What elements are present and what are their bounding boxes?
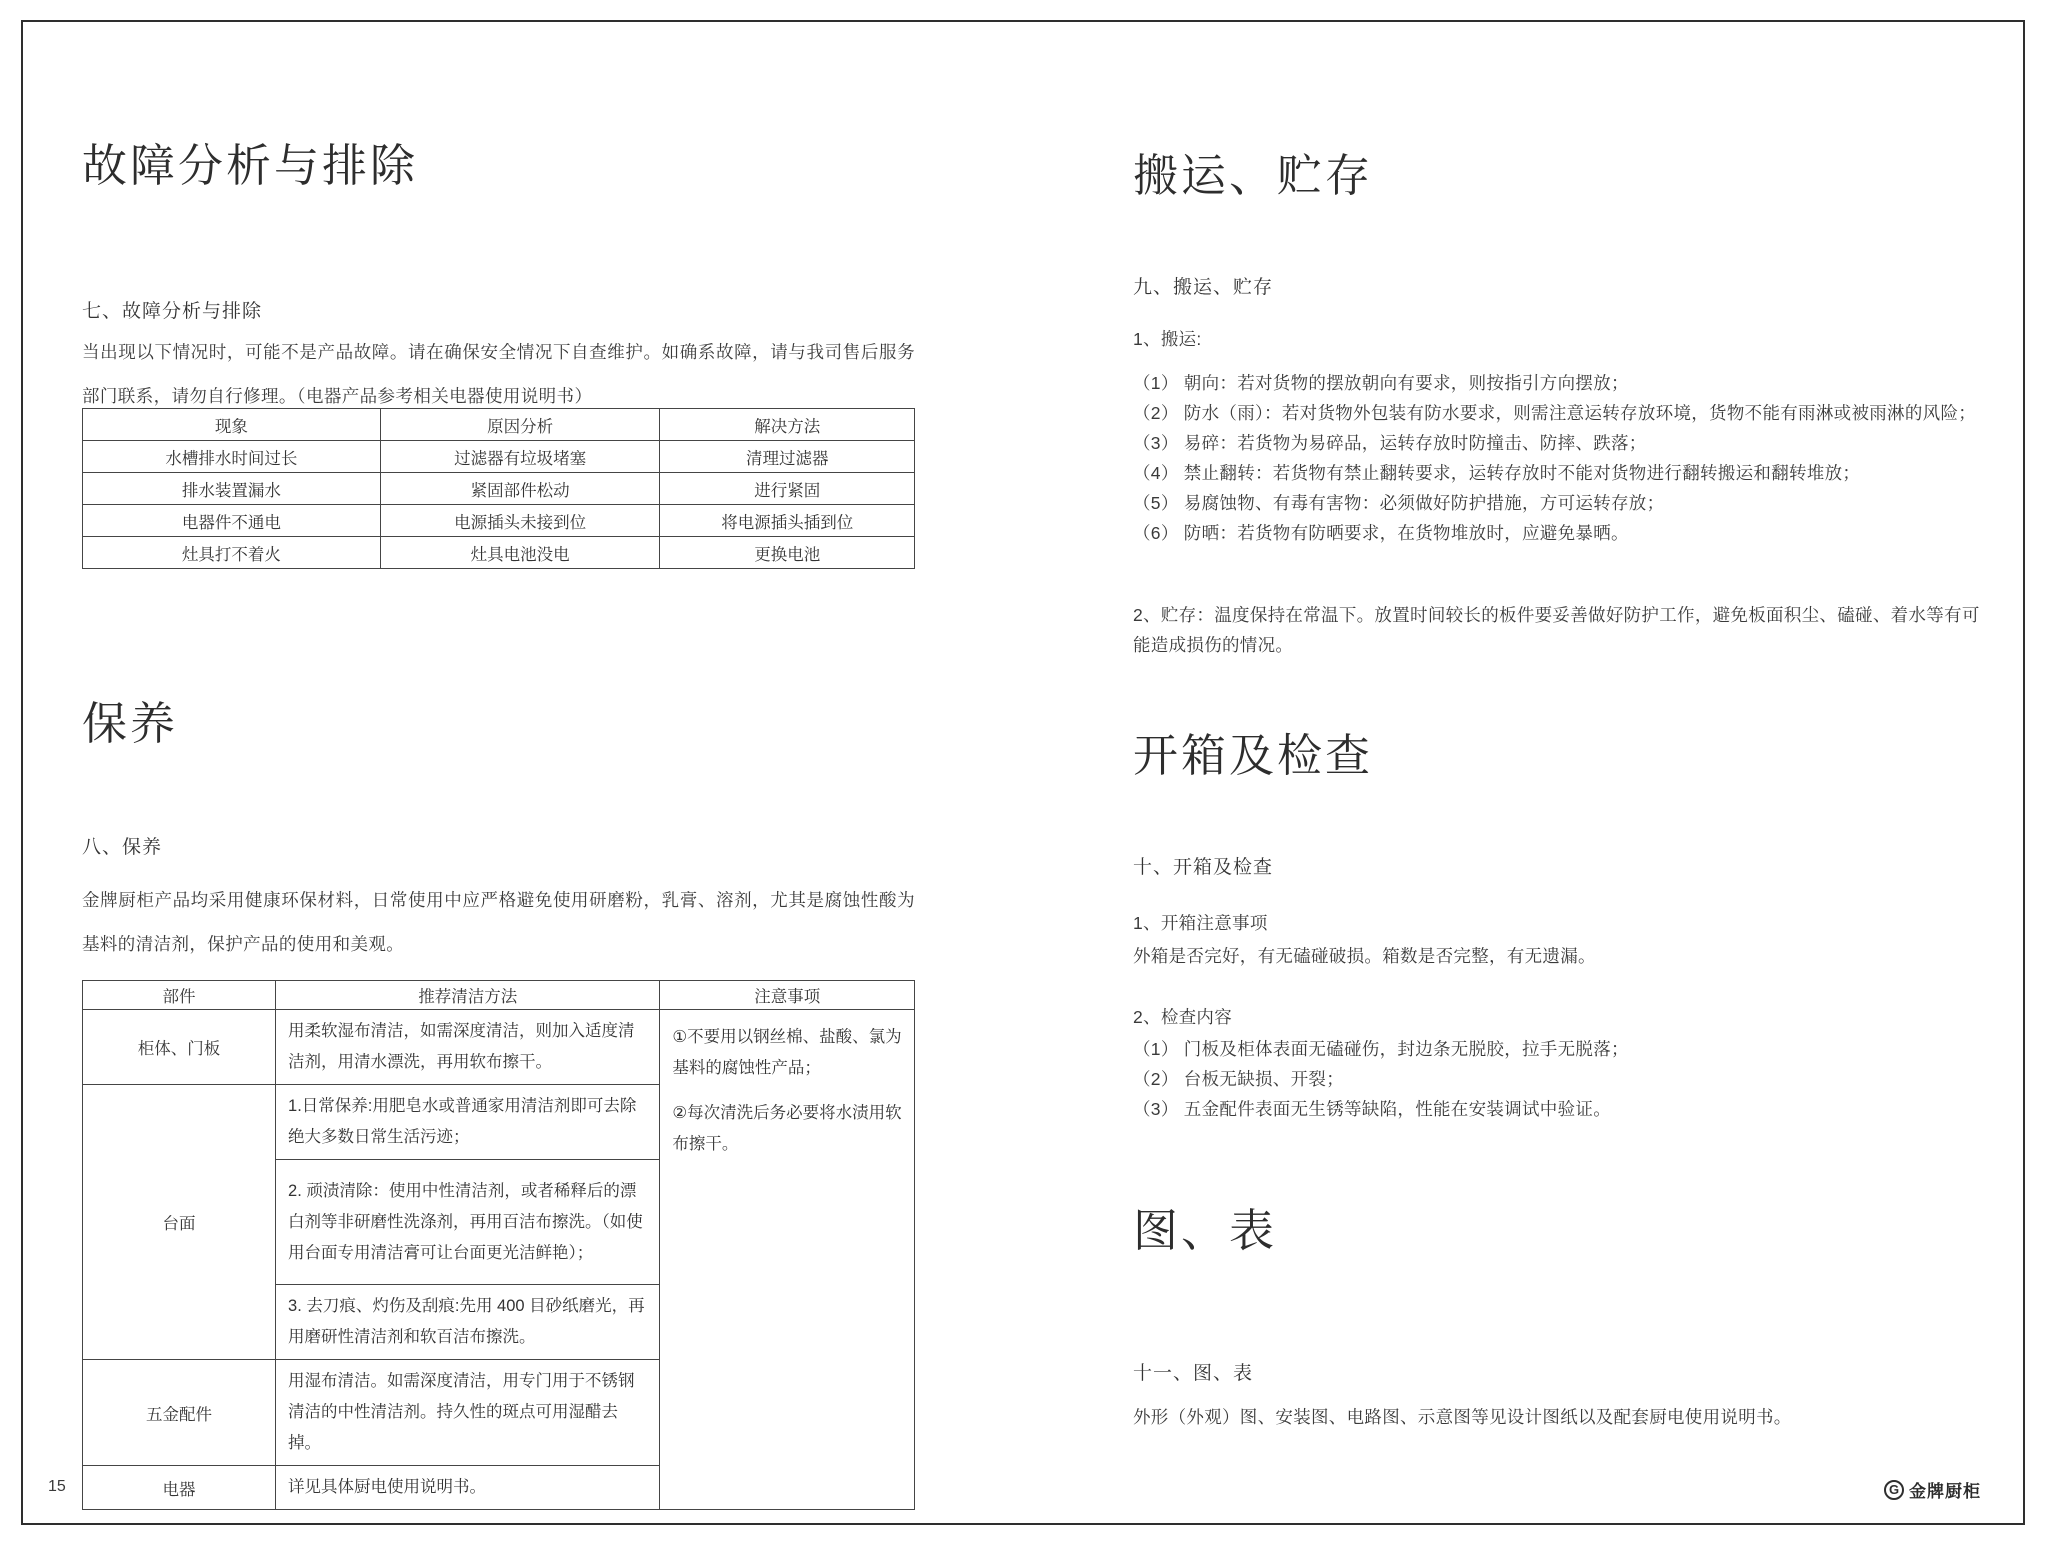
storage-paragraph: 2、贮存：温度保持在常温下。放置时间较长的板件要妥善做好防护工作，避免板面积尘、磕碰、着水等有可能造成损伤的情况。 xyxy=(1133,605,1980,655)
table-cell: 更换电池 xyxy=(660,537,915,569)
care-intro-paragraph: 金牌厨柜产品均采用健康环保材料，日常使用中应严格避免使用研磨粉，乳膏、溶剂，尤其是腐蚀性酸为基料的清洁剂，保护产品的使用和美观。 xyxy=(82,890,915,954)
brand-logo xyxy=(1884,1477,1981,1502)
table-header-cell: 现象 xyxy=(83,409,381,441)
unbox-section-heading: 十、开箱及检查 xyxy=(1133,857,1274,878)
fault-section-heading: 七、故障分析与排除 xyxy=(82,301,263,322)
table-row xyxy=(83,473,915,505)
list-item: （6） 防晒：若货物有防晒要求，在货物堆放时，应避免暴晒。 xyxy=(1133,523,1629,543)
table-header-cell: 推荐清洁方法 xyxy=(276,981,660,1010)
table-cell: 柜体、门板 xyxy=(83,1010,276,1085)
list-item: （3） 五金配件表面无生锈等缺陷，性能在安装调试中验证。 xyxy=(1133,1099,1611,1119)
list-item: （4） 禁止翻转：若货物有禁止翻转要求，运转存放时不能对货物进行翻转搬运和翻转堆放； xyxy=(1133,463,1861,483)
list-item: （5） 易腐蚀物、有毒有害物：必须做好防护措施，方可运转存放； xyxy=(1133,493,1665,513)
page-left xyxy=(82,0,915,1547)
fault-table xyxy=(82,408,915,569)
figures-text: 外形（外观）图、安装图、电路图、示意图等见设计图纸以及配套厨电使用说明书。 xyxy=(1133,1407,1792,1427)
table-cell-notes xyxy=(660,1010,915,1510)
table-cell: 台面 xyxy=(83,1085,276,1360)
fault-section-title: 故障分析与排除 xyxy=(82,140,419,191)
table-cell: 3. 去刀痕、灼伤及刮痕:先用 400 目砂纸磨光，再用磨研性清洁剂和软百洁布擦洗。 xyxy=(276,1285,660,1360)
unbox-section-title: 开箱及检查 xyxy=(1133,730,1374,781)
table-cell: 进行紧固 xyxy=(660,473,915,505)
unbox-sub1-text: 外箱是否完好，有无磕碰破损。箱数是否完整，有无遗漏。 xyxy=(1133,946,1596,966)
unbox-sub2-label: 2、检查内容 xyxy=(1133,1007,1233,1027)
brand-name: 金牌厨柜 xyxy=(1909,1482,1981,1501)
care-section-title: 保养 xyxy=(82,698,179,749)
table-row xyxy=(83,441,915,473)
table-header-cell: 部件 xyxy=(83,981,276,1010)
table-row xyxy=(83,537,915,569)
brand-g-icon: G xyxy=(1884,1480,1904,1500)
table-row xyxy=(83,1010,915,1085)
table-cell: 水槽排水时间过长 xyxy=(83,441,381,473)
table-row xyxy=(83,409,915,441)
table-cell: 1.日常保养:用肥皂水或普通家用清洁剂即可去除绝大多数日常生活污迹； xyxy=(276,1085,660,1160)
table-cell: 2. 顽渍清除：使用中性清洁剂，或者稀释后的漂白剂等非研磨性洗涤剂，再用百洁布擦洗。（如使用台面专用清洁膏可让台面更光洁鲜艳）； xyxy=(276,1160,660,1285)
care-table xyxy=(82,980,915,1510)
table-row xyxy=(83,981,915,1010)
list-item: （2） 台板无缺损、开裂； xyxy=(1133,1069,1344,1089)
table-row xyxy=(83,505,915,537)
transport-list xyxy=(1133,368,1985,548)
table-cell: 电器件不通电 xyxy=(83,505,381,537)
transport-section-heading: 九、搬运、贮存 xyxy=(1133,277,1274,298)
figures-section-title: 图、表 xyxy=(1133,1205,1278,1256)
table-cell: 紧固部件松动 xyxy=(380,473,660,505)
table-cell: 电器 xyxy=(83,1466,276,1510)
table-cell: 用湿布清洁。如需深度清洁，用专门用于不锈钢清洁的中性清洁剂。持久性的斑点可用湿醋去掉。 xyxy=(276,1360,660,1466)
figures-section-heading: 十一、图、表 xyxy=(1133,1363,1254,1384)
table-cell: 五金配件 xyxy=(83,1360,276,1466)
table-cell: 电源插头未接到位 xyxy=(380,505,660,537)
table-cell: 详见具体厨电使用说明书。 xyxy=(276,1466,660,1510)
table-cell: 将电源插头插到位 xyxy=(660,505,915,537)
transport-section-title: 搬运、贮存 xyxy=(1133,150,1374,201)
page-right xyxy=(1133,0,1985,1547)
table-header-cell: 原因分析 xyxy=(380,409,660,441)
list-item: （3） 易碎：若货物为易碎品，运转存放时防撞击、防摔、跌落； xyxy=(1133,433,1647,453)
fault-intro-paragraph: 当出现以下情况时，可能不是产品故障。请在确保安全情况下自查维护。如确系故障，请与我司售后服务部门联系，请勿自行修理。（电器产品参考相关电器使用说明书） xyxy=(82,342,915,406)
care-section-heading: 八、保养 xyxy=(82,837,163,858)
unbox-list xyxy=(1133,1034,1985,1124)
list-item: （1） 朝向：若对货物的摆放朝向有要求，则按指引方向摆放； xyxy=(1133,373,1629,393)
table-cell: 用柔软湿布清洁，如需深度清洁，则加入适度清洁剂，用清水漂洗，再用软布擦干。 xyxy=(276,1010,660,1085)
transport-sub1-label: 1、搬运: xyxy=(1133,329,1202,349)
table-header-cell: 注意事项 xyxy=(660,981,915,1010)
care-note-1: ①不要用以钢丝棉、盐酸、氯为基料的腐蚀性产品； xyxy=(672,1028,902,1077)
table-header-cell: 解决方法 xyxy=(660,409,915,441)
page-number: 15 xyxy=(48,1478,66,1495)
care-note-2: ②每次清洗后务必要将水渍用软布擦干。 xyxy=(672,1104,902,1153)
table-cell: 清理过滤器 xyxy=(660,441,915,473)
table-cell: 灶具电池没电 xyxy=(380,537,660,569)
table-cell: 排水装置漏水 xyxy=(83,473,381,505)
list-item: （2） 防水（雨）：若对货物外包装有防水要求，则需注意运转存放环境，货物不能有雨淋或被雨淋的风险； xyxy=(1133,403,1977,423)
unbox-sub1-label: 1、开箱注意事项 xyxy=(1133,913,1268,933)
table-cell: 灶具打不着火 xyxy=(83,537,381,569)
list-item: （1） 门板及柜体表面无磕碰伤，封边条无脱胶，拉手无脱落； xyxy=(1133,1039,1629,1059)
table-cell: 过滤器有垃圾堵塞 xyxy=(380,441,660,473)
